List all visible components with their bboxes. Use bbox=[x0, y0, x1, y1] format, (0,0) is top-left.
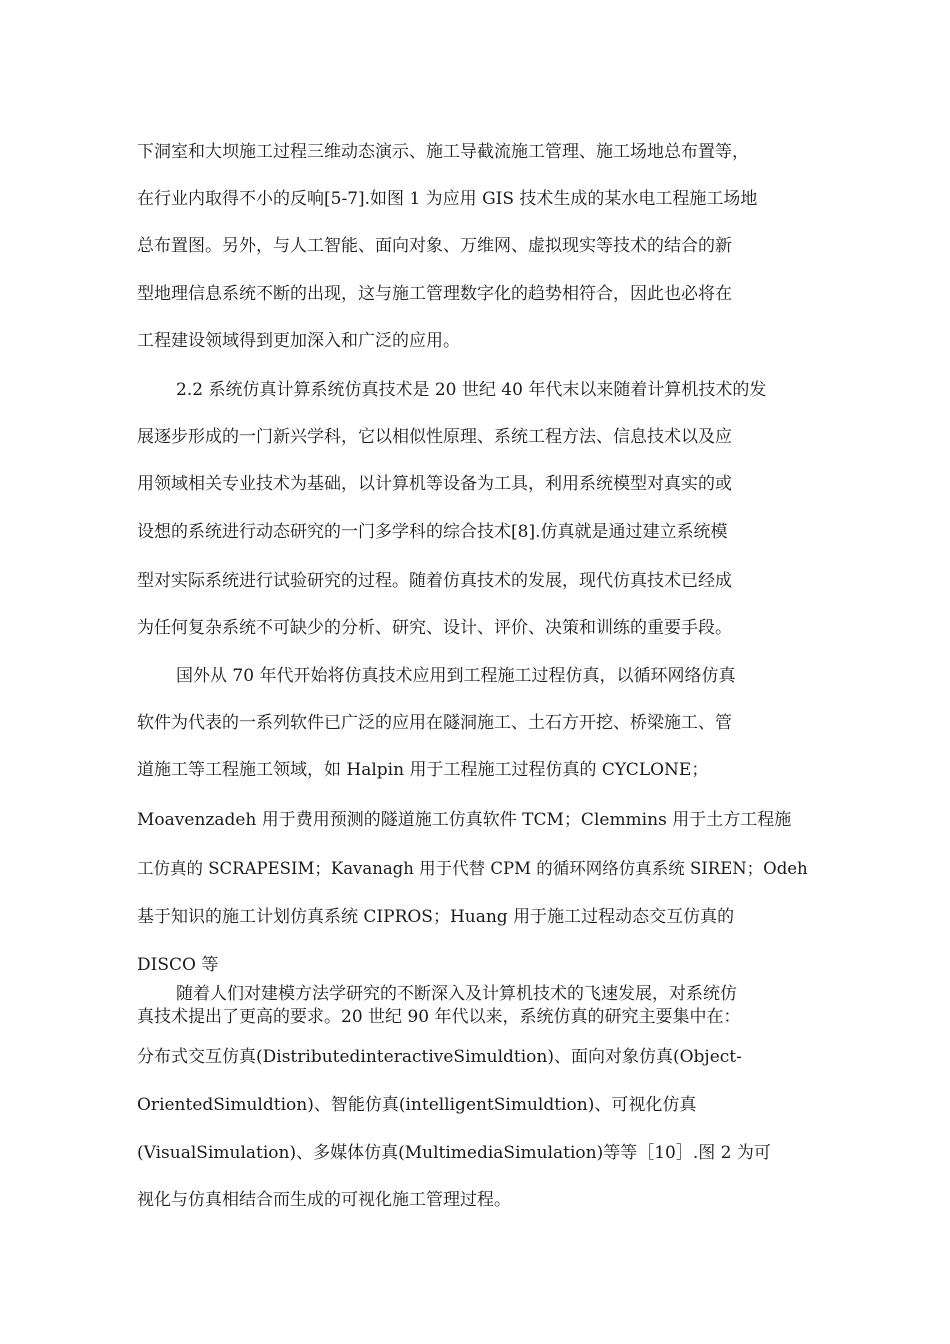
paragraph-2-line-2: 展逐步形成的一门新兴学科，它以相似性原理、系统工程方法、信息技术以及应 bbox=[137, 427, 732, 447]
paragraph-1-line-2: 在行业内取得不小的反响[5-7].如图 1 为应用 GIS 技术生成的某水电工程施工场地 bbox=[137, 189, 758, 209]
paragraph-3-line-6: 基于知识的施工计划仿真系统 CIPROS；Huang 用于施工过程动态交互仿真的 bbox=[137, 907, 735, 927]
paragraph-4-line-3: 分布式交互仿真(DistributedinteractiveSimuldtion)、面向对象仿真(Object- bbox=[137, 1047, 742, 1067]
paragraph-4-line-4: OrientedSimuldtion)、智能仿真(intelligentSimuldtion)、可视化仿真 bbox=[137, 1095, 697, 1115]
paragraph-1-line-1: 下洞室和大坝施工过程三维动态演示、施工导截流施工管理、施工场地总布置等， bbox=[137, 142, 749, 162]
paragraph-3-line-5: 工仿真的 SCRAPESIM；Kavanagh 用于代替 CPM 的循环网络仿真系统 SIREN；Odeh bbox=[137, 859, 808, 878]
paragraph-4-line-1: 随着人们对建模方法学研究的不断深入及计算机技术的飞速发展，对系统仿 bbox=[176, 984, 737, 1004]
paragraph-3-line-4: Moavenzadeh 用于费用预测的隧道施工仿真软件 TCM；Clemmins 用于土方工程施 bbox=[137, 810, 792, 830]
paragraph-1-line-4: 型地理信息系统不断的出现，这与施工管理数字化的趋势相符合，因此也必将在 bbox=[137, 284, 732, 304]
paragraph-2-line-3: 用领域相关专业技术为基础，以计算机等设备为工具，利用系统模型对真实的或 bbox=[137, 474, 732, 494]
paragraph-3-line-7: DISCO 等 bbox=[137, 955, 219, 975]
paragraph-1-line-3: 总布置图。另外，与人工智能、面向对象、万维网、虚拟现实等技术的结合的新 bbox=[137, 236, 732, 256]
paragraph-3-line-3: 道施工等工程施工领域，如 Halpin 用于工程施工过程仿真的 CYCLONE； bbox=[137, 760, 709, 780]
paragraph-2-line-1: 2.2 系统仿真计算系统仿真技术是 20 世纪 40 年代末以来随着计算机技术的发 bbox=[176, 380, 767, 400]
paragraph-2-line-4: 设想的系统进行动态研究的一门多学科的综合技术[8].仿真就是通过建立系统模 bbox=[137, 522, 728, 542]
paragraph-3-line-2: 软件为代表的一系列软件已广泛的应用在隧洞施工、土石方开挖、桥梁施工、管 bbox=[137, 713, 732, 733]
paragraph-1-line-5: 工程建设领域得到更加深入和广泛的应用。 bbox=[137, 331, 460, 351]
paragraph-2-line-5: 型对实际系统进行试验研究的过程。随着仿真技术的发展，现代仿真技术已经成 bbox=[137, 571, 732, 591]
paragraph-2-line-6: 为任何复杂系统不可缺少的分析、研究、设计、评价、决策和训练的重要手段。 bbox=[137, 618, 732, 638]
paragraph-4-line-6: 视化与仿真相结合而生成的可视化施工管理过程。 bbox=[137, 1190, 511, 1210]
paragraph-3-line-1: 国外从 70 年代开始将仿真技术应用到工程施工过程仿真，以循环网络仿真 bbox=[176, 666, 736, 686]
paragraph-4-line-5: (VisualSimulation)、多媒体仿真(MultimediaSimulation)等等［10］.图 2 为可 bbox=[137, 1143, 771, 1163]
paragraph-4-line-2: 真技术提出了更高的要求。20 世纪 90 年代以来，系统仿真的研究主要集中在： bbox=[137, 1007, 741, 1027]
